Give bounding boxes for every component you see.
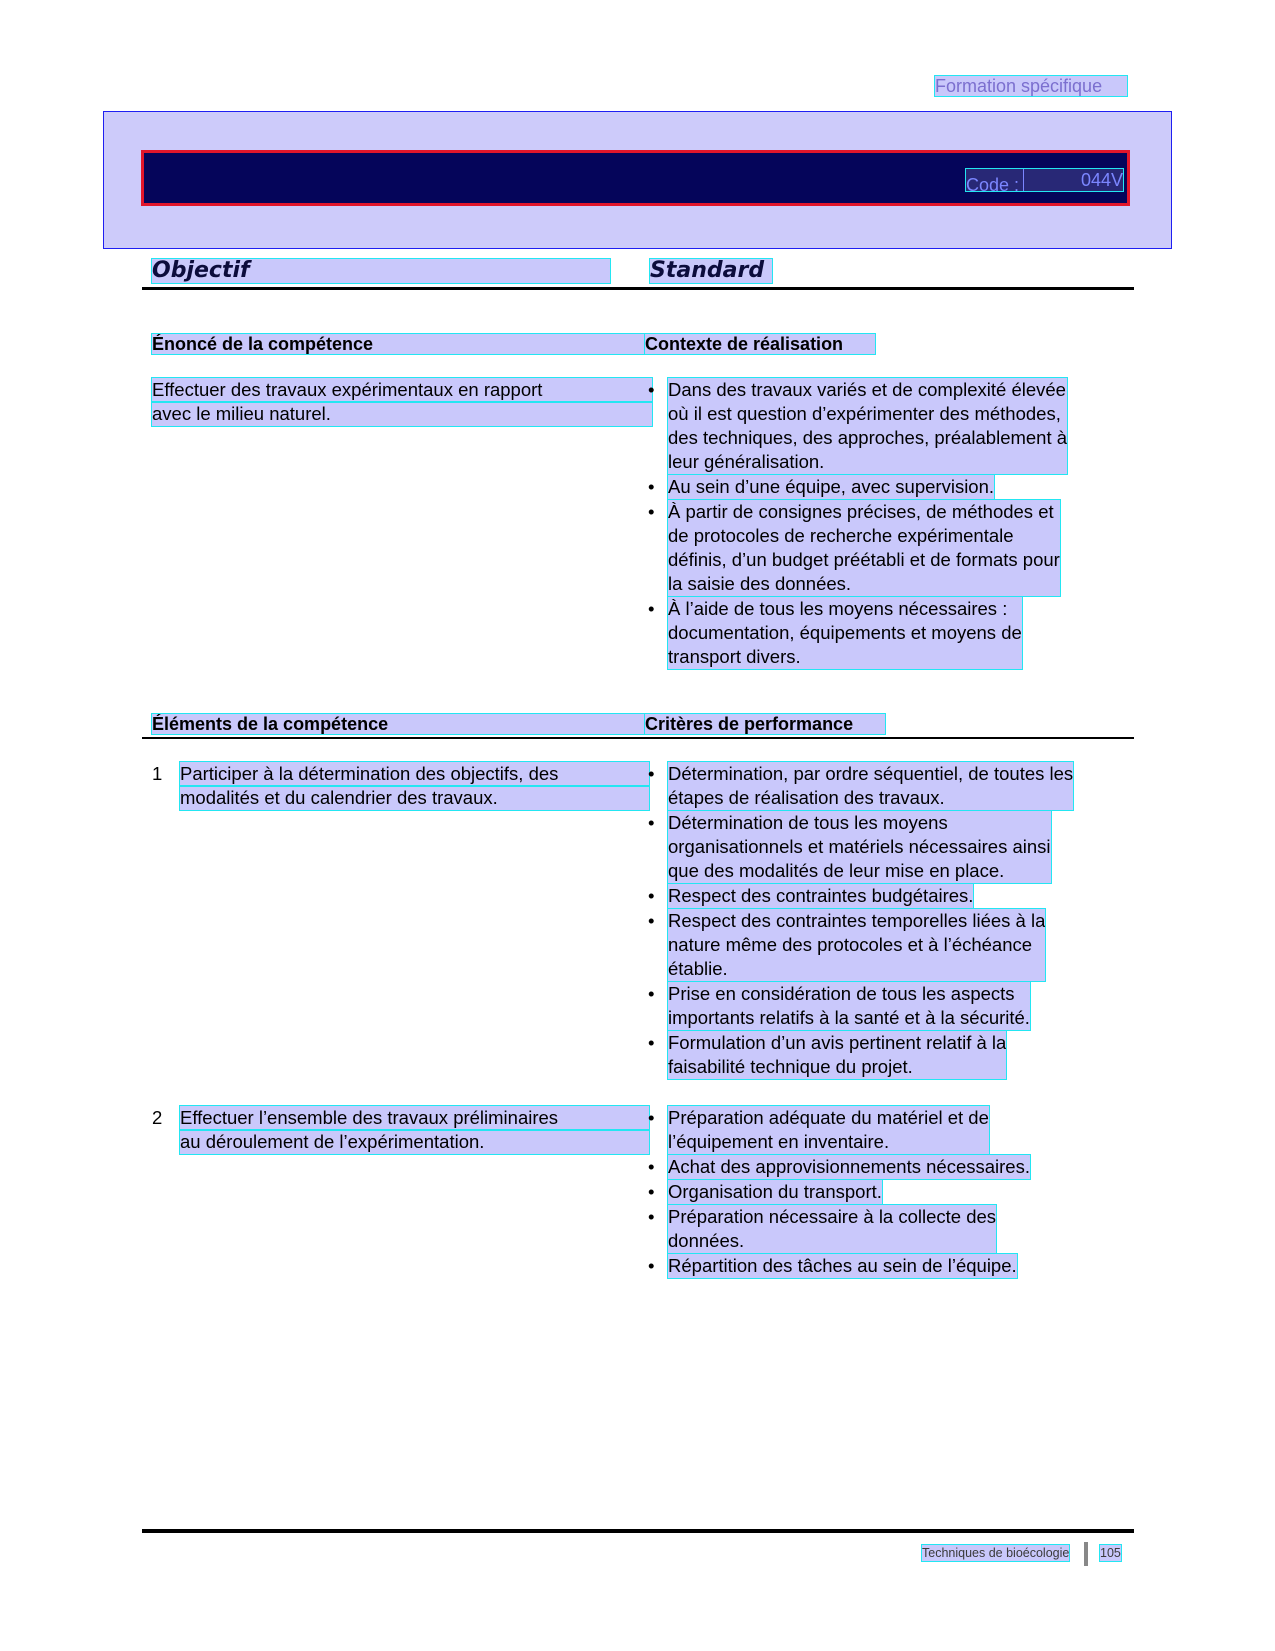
- element-1: [152, 762, 649, 810]
- element-line: Participer à la détermination des objectifs, des: [180, 762, 649, 786]
- list-item-text: Au sein d’une équipe, avec supervision.: [668, 476, 995, 497]
- element-number: 2: [152, 1107, 163, 1128]
- element-number: 1: [152, 763, 163, 784]
- section-standard: Standard: [650, 259, 772, 283]
- list-item-text: Préparation nécessaire à la collecte des données.: [668, 1206, 997, 1251]
- list-item: • Répartition des tâches au sein de l’équipe.: [648, 1255, 1017, 1276]
- list-item-text: À partir de consignes précises, de méthodes et de protocoles de recherche expérimentale définis, d’un budget préétabli et de formats pour la saisie des données.: [668, 501, 1060, 594]
- list-item-text: Respect des contraintes budgétaires.: [668, 885, 974, 906]
- list-item: • Organisation du transport.: [648, 1181, 882, 1202]
- list-item-text: Préparation adéquate du matériel et de l’équipement en inventaire.: [668, 1107, 989, 1152]
- contexte-list: [644, 378, 1067, 670]
- list-item: • Achat des approvisionnements nécessaires.: [648, 1156, 1030, 1177]
- list-item: • À partir de consignes précises, de méthodes et de protocoles de recherche expérimentale définis, d’un budget préétabli et de formats pour la saisie des données.: [648, 501, 1060, 594]
- criteria-list-2: [644, 1106, 1030, 1279]
- enonce-line: avec le milieu naturel.: [152, 402, 652, 426]
- list-item: • À l’aide de tous les moyens nécessaires : documentation, équipements et moyens de transport divers.: [648, 598, 1022, 667]
- list-item: • Formulation d’un avis pertinent relatif à la faisabilité technique du projet.: [648, 1032, 1007, 1077]
- list-item: • Préparation nécessaire à la collecte des données.: [648, 1206, 997, 1251]
- list-item-text: Détermination, par ordre séquentiel, de toutes les étapes de réalisation des travaux.: [668, 763, 1074, 808]
- list-item: • Préparation adéquate du matériel et de l’équipement en inventaire.: [648, 1107, 989, 1152]
- element-line: modalités et du calendrier des travaux.: [180, 786, 649, 810]
- list-item-text: Organisation du transport.: [668, 1181, 882, 1202]
- element-2: [152, 1106, 649, 1154]
- list-item: • Prise en considération de tous les aspects importants relatifs à la santé et à la sécurité.: [648, 983, 1030, 1028]
- list-item-text: Répartition des tâches au sein de l’équipe.: [668, 1255, 1017, 1276]
- list-item: • Dans des travaux variés et de complexité élevée où il est question d’expérimenter des méthodes, des techniques, des approches, préalablement à leur généralisation.: [648, 379, 1068, 472]
- list-item-text: Dans des travaux variés et de complexité élevée où il est question d’expérimenter des méthodes, des techniques, des approches, préalablement à leur généralisation.: [668, 379, 1068, 472]
- running-header: Formation spécifique: [935, 76, 1127, 96]
- enonce-text: [152, 378, 652, 426]
- list-item-text: Achat des approvisionnements nécessaires.: [668, 1156, 1030, 1177]
- code-label-text: Code :: [966, 169, 1024, 191]
- code-value: 044V: [1080, 170, 1123, 190]
- enonce-line: Effectuer des travaux expérimentaux en rapport: [152, 378, 652, 402]
- list-item-text: À l’aide de tous les moyens nécessaires : documentation, équipements et moyens de transport divers.: [668, 598, 1022, 667]
- elements-title: Éléments de la compétence: [152, 714, 649, 734]
- footer-divider: [1084, 1542, 1088, 1566]
- elements-rule: [142, 737, 1134, 739]
- footer-program: Techniques de bioécologie: [922, 1546, 1070, 1560]
- section-objectif: Objectif: [152, 259, 610, 283]
- section-rule: [142, 287, 1134, 290]
- list-item: • Au sein d’une équipe, avec supervision.: [648, 476, 995, 497]
- list-item-text: Prise en considération de tous les aspects importants relatifs à la santé et à la sécurité.: [668, 983, 1030, 1028]
- footer-rule: [142, 1529, 1134, 1533]
- title-banner-inner: [141, 150, 1130, 206]
- list-item-text: Formulation d’un avis pertinent relatif à la faisabilité technique du projet.: [668, 1032, 1007, 1077]
- element-line: au déroulement de l’expérimentation.: [180, 1130, 649, 1154]
- list-item: • Respect des contraintes temporelles liées à la nature même des protocoles et à l’échéance établie.: [648, 910, 1046, 979]
- criteria-list-1: [644, 762, 1073, 1080]
- criteres-title: Critères de performance: [645, 714, 885, 734]
- list-item-text: Respect des contraintes temporelles liées à la nature même des protocoles et à l’échéance établie.: [668, 910, 1046, 979]
- enonce-title: Énoncé de la compétence: [152, 334, 649, 354]
- element-line: Effectuer l’ensemble des travaux préliminaires: [180, 1106, 649, 1130]
- code-label: [966, 169, 1123, 195]
- list-item: • Détermination, par ordre séquentiel, de toutes les étapes de réalisation des travaux.: [648, 763, 1074, 808]
- contexte-title: Contexte de réalisation: [645, 334, 875, 354]
- title-banner: [103, 111, 1172, 249]
- list-item: • Respect des contraintes budgétaires.: [648, 885, 974, 906]
- list-item-text: Détermination de tous les moyens organisationnels et matériels nécessaires ainsi que des modalités de leur mise en place.: [668, 812, 1051, 881]
- list-item: • Détermination de tous les moyens organisationnels et matériels nécessaires ainsi que des modalités de leur mise en place.: [648, 812, 1051, 881]
- page-number: 105: [1100, 1546, 1121, 1560]
